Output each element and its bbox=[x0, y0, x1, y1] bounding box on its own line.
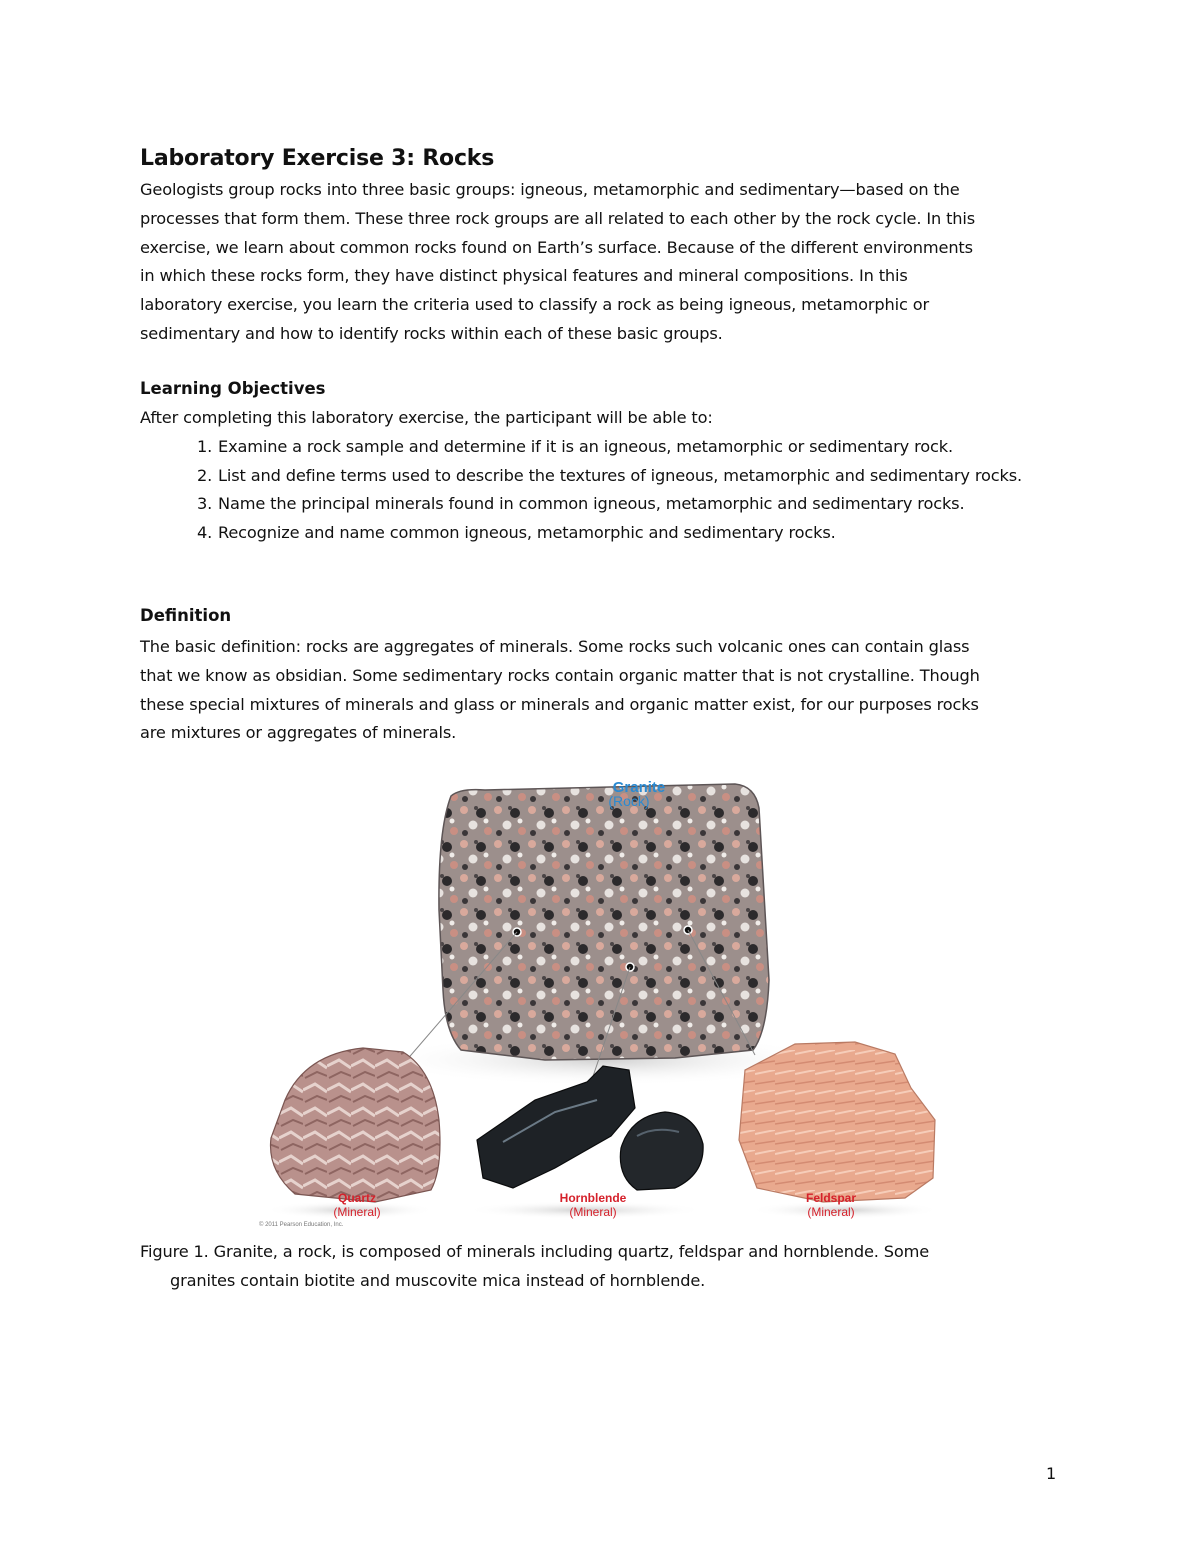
objective-number: 4. bbox=[197, 523, 213, 543]
feldspar-label: Feldspar bbox=[805, 1191, 857, 1205]
objectives-intro: After completing this laboratory exercise, the participant will be able to: bbox=[140, 408, 713, 427]
definition-line: these special mixtures of minerals and glass or minerals and organic matter exist, for our purposes rocks bbox=[140, 694, 979, 714]
definition-line: are mixtures or aggregates of minerals. bbox=[140, 723, 457, 743]
figure-caption bbox=[140, 1238, 1070, 1296]
definition-paragraph bbox=[140, 633, 1070, 748]
hornblende-crystal-small bbox=[620, 1112, 703, 1190]
objective-text: Name the principal minerals found in common igneous, metamorphic and sedimentary rocks. bbox=[218, 494, 965, 514]
feldspar-sublabel: (Mineral) bbox=[807, 1205, 855, 1219]
definition-heading: Definition bbox=[140, 606, 232, 625]
intro-paragraph bbox=[140, 176, 1070, 349]
objective-text: List and define terms used to describe the textures of igneous, metamorphic and sedimentary rocks. bbox=[218, 465, 1022, 485]
intro-line: in which these rocks form, they have distinct physical features and mineral compositions. In this bbox=[140, 266, 908, 286]
definition-line: The basic definition: rocks are aggregates of minerals. Some rocks such volcanic ones can contain glass bbox=[140, 637, 970, 656]
document-title: Laboratory Exercise 3: Rocks bbox=[140, 146, 495, 171]
hornblende-label: Hornblende bbox=[559, 1191, 627, 1205]
learning-objectives bbox=[140, 404, 1070, 548]
quartz-sublabel: (Mineral) bbox=[333, 1205, 381, 1219]
caption-line: granites contain biotite and muscovite mica instead of hornblende. bbox=[170, 1270, 706, 1290]
quartz-label: Quartz bbox=[337, 1191, 377, 1205]
caption-line: Figure 1. Granite, a rock, is composed of minerals including quartz, feldspar and hornblende. Some bbox=[140, 1242, 930, 1261]
granite-figure bbox=[255, 770, 945, 1230]
objective-item bbox=[140, 462, 1070, 491]
granite-sublabel: (Rock) bbox=[608, 793, 650, 809]
granite-rock-image bbox=[439, 784, 769, 1060]
copyright-notice: © 2011 Pearson Education, Inc. bbox=[259, 1222, 344, 1228]
intro-line: Geologists group rocks into three basic groups: igneous, metamorphic and sedimentary—based on the bbox=[140, 180, 960, 199]
definition-line: that we know as obsidian. Some sedimentary rocks contain organic matter that is not crystalline. Though bbox=[140, 665, 980, 685]
objective-number: 3. bbox=[197, 494, 213, 514]
intro-line: exercise, we learn about common rocks found on Earth’s surface. Because of the different environments bbox=[140, 237, 973, 257]
objective-number: 1. bbox=[197, 436, 213, 456]
objective-text: Recognize and name common igneous, metamorphic and sedimentary rocks. bbox=[218, 523, 836, 543]
objective-item bbox=[140, 519, 1070, 548]
feldspar-mineral-image bbox=[739, 1042, 935, 1202]
intro-line: processes that form them. These three rock groups are all related to each other by the rock cycle. In this bbox=[140, 208, 976, 228]
intro-line: laboratory exercise, you learn the criteria used to classify a rock as being igneous, metamorphic or bbox=[140, 295, 929, 315]
intro-line: sedimentary and how to identify rocks within each of these basic groups. bbox=[140, 323, 723, 343]
objective-text: Examine a rock sample and determine if it is an igneous, metamorphic or sedimentary rock. bbox=[218, 436, 953, 456]
objective-item bbox=[140, 490, 1070, 519]
learning-objectives-heading: Learning Objectives bbox=[140, 379, 326, 398]
objective-item bbox=[140, 433, 1070, 462]
objective-number: 2. bbox=[197, 465, 213, 485]
page-number: 1 bbox=[1046, 1464, 1057, 1483]
granite-illustration bbox=[255, 770, 945, 1230]
quartz-mineral-image bbox=[271, 1048, 441, 1202]
granite-label: Granite bbox=[612, 779, 666, 796]
hornblende-sublabel: (Mineral) bbox=[569, 1205, 617, 1219]
objectives-list bbox=[140, 433, 1070, 548]
